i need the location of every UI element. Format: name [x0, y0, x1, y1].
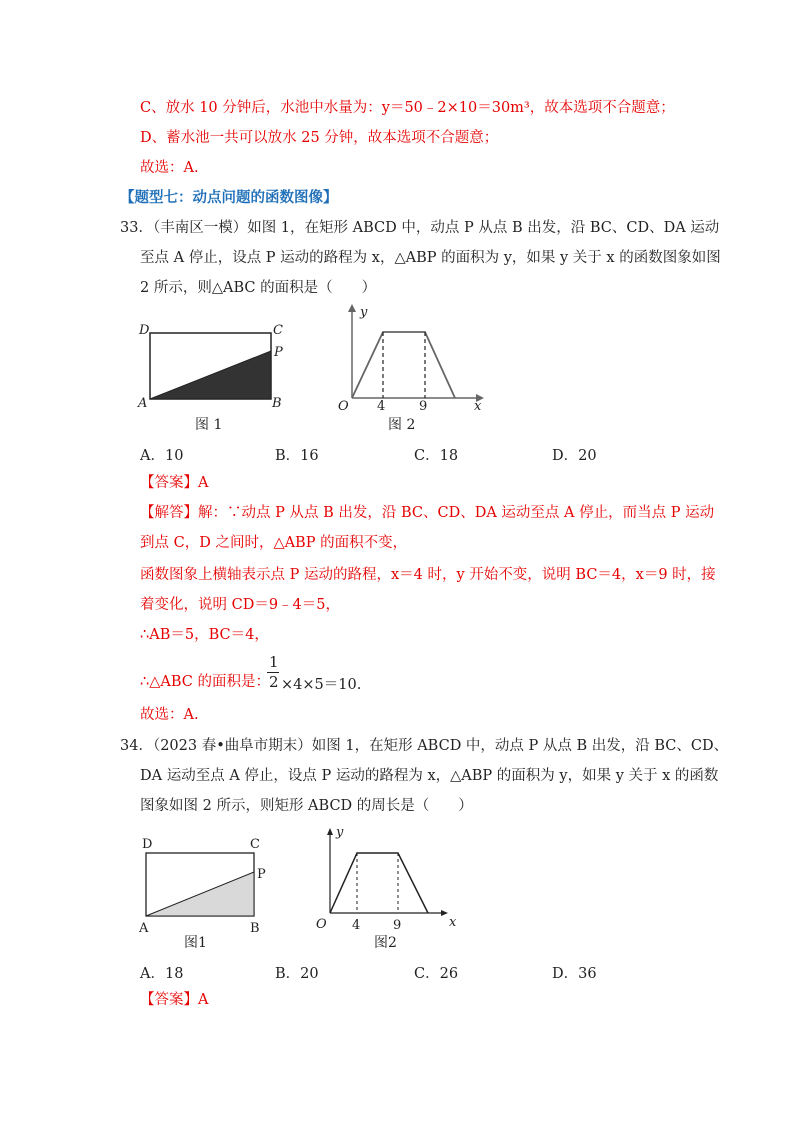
q33-fraction-denominator: 2 — [269, 673, 279, 691]
q34-line2: DA 运动至点 A 停止，设点 P 运动的路程为 x，△ABP 的面积为 y，如果 y 关于 x 的函数 — [140, 768, 719, 784]
q33-tick-4: 4 — [377, 399, 386, 414]
q34-choice-a: A．18 — [140, 966, 184, 982]
q33-solution-3: 函数图象上横轴表示点 P 运动的路程，x＝4 时，y 开始不变，说明 BC＝4，x＝9 时，接 — [140, 567, 716, 583]
q34-choice-c: C．26 — [414, 966, 459, 982]
q33-label-C: C — [273, 323, 283, 338]
q34-label-D: D — [142, 837, 153, 852]
q33-answer: 【答案】A — [140, 475, 209, 491]
solution-select: 故选：A. — [140, 160, 199, 176]
q33-line1: 33．（丰南区一模）如图 1，在矩形 ABCD 中，动点 P 从点 B 出发，沿 BC、CD、DA 运动 — [120, 220, 720, 236]
q33-label-A: A — [138, 396, 148, 411]
q33-axis-x: x — [474, 399, 482, 414]
q33-label-P: P — [274, 345, 283, 360]
q34-label-A: A — [139, 921, 149, 936]
q34-label-B: B — [250, 921, 260, 936]
q33-tick-9: 9 — [419, 399, 428, 414]
q33-fig1-caption: 图 1 — [195, 417, 223, 433]
section-title: 【题型七：动点问题的函数图像】 — [120, 189, 338, 206]
q33-line2: 至点 A 停止，设点 P 运动的路程为 x，△ABP 的面积为 y，如果 y 关于 x 的函数图象如图 — [140, 250, 721, 266]
q34-label-P: P — [257, 867, 266, 882]
q33-choice-d: D．20 — [552, 448, 597, 464]
solution-line-c: C、放水 10 分钟后，水池中水量为：y＝50﹣2×10＝30m³，故本选项不合题意； — [140, 100, 675, 116]
q33-solution-6-suffix: ×4×5＝10. — [281, 677, 362, 693]
q34-choice-b: B．20 — [275, 966, 319, 982]
q34-axis-y: y — [336, 825, 344, 840]
q33-fig2-caption: 图 2 — [388, 417, 416, 433]
q33-line3: 2 所示，则△ABC 的面积是（ ） — [140, 280, 377, 296]
q33-fraction-numerator: 1 — [269, 653, 279, 671]
q33-solution-1: 【解答】解：∵动点 P 从点 B 出发，沿 BC、CD、DA 运动至点 A 停止，而当点 P 运动 — [140, 505, 715, 521]
q33-choice-c: C．18 — [414, 448, 459, 464]
q34-line1: 34．（2023 春•曲阜市期末）如图 1，在矩形 ABCD 中，动点 P 从点 B 出发，沿 BC、CD、 — [120, 738, 729, 754]
q33-select: 故选：A. — [140, 707, 199, 723]
q33-solution-6-prefix: ∴△ABC 的面积是： — [140, 674, 270, 690]
q33-solution-5: ∴AB＝5，BC＝4， — [140, 627, 269, 643]
q34-answer: 【答案】A — [140, 992, 209, 1008]
q33-label-B: B — [272, 396, 282, 411]
solution-line-d: D、蓄水池一共可以放水 25 分钟，故本选项不合题意； — [140, 130, 499, 146]
q33-solution-4: 着变化，说明 CD＝9﹣4＝5， — [140, 597, 341, 613]
q33-label-D: D — [139, 323, 150, 338]
q34-fig1-caption: 图1 — [184, 935, 207, 951]
q34-tick-9: 9 — [393, 918, 402, 933]
q33-solution-2: 到点 C，D 之间时，△ABP 的面积不变， — [140, 535, 408, 551]
q34-fig2-caption: 图2 — [374, 935, 397, 951]
q34-label-C: C — [250, 837, 260, 852]
q34-tick-4: 4 — [352, 918, 361, 933]
q34-choice-d: D．36 — [552, 966, 597, 982]
q34-origin: O — [316, 917, 327, 932]
q33-choice-a: A．10 — [140, 448, 184, 464]
q34-line3: 图象如图 2 所示，则矩形 ABCD 的周长是（ ） — [140, 798, 473, 814]
q33-choice-b: B．16 — [275, 448, 319, 464]
q33-origin: O — [338, 399, 349, 414]
q33-axis-y: y — [360, 305, 368, 320]
q34-axis-x: x — [449, 915, 457, 930]
